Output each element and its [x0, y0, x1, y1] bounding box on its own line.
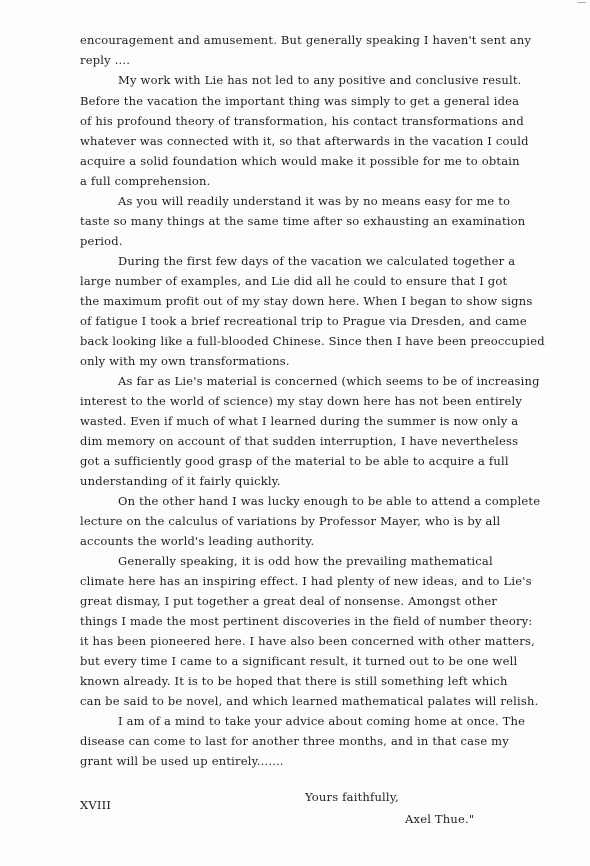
text-line: period.: [80, 234, 123, 248]
text-line: but every time I came to a significant result, it turned out to be one well: [80, 654, 518, 668]
text-line: known already. It is to be hoped that there is still something left which: [80, 674, 508, 688]
text-line: lecture on the calculus of variations by Professor Mayer, who is by all: [80, 514, 501, 528]
text-line: wasted. Even if much of what I learned during the summer is now only a: [80, 414, 519, 428]
closing-salutation: Yours faithfully,: [305, 790, 399, 804]
text-line: the maximum profit out of my stay down here. When I began to show signs: [80, 294, 533, 308]
text-line: a full comprehension.: [80, 174, 211, 188]
text-line: Before the vacation the important thing was simply to get a general idea: [80, 94, 520, 108]
text-line: reply ....: [80, 53, 131, 67]
text-line: great dismay, I put together a great deal of nonsense. Amongst other: [80, 594, 498, 608]
text-line: disease can come to last for another three months, and in that case my: [80, 734, 509, 748]
signature: Axel Thue.": [405, 812, 475, 826]
text-line: things I made the most pertinent discoveries in the field of number theory:: [80, 614, 533, 628]
text-line: taste so many things at the same time after so exhausting an examination: [80, 214, 526, 228]
text-line: it has been pioneered here. I have also been concerned with other matters,: [80, 634, 535, 648]
text-line: dim memory on account of that sudden interruption, I have nevertheless: [80, 434, 519, 448]
text-line: accounts the world's leading authority.: [80, 534, 315, 548]
paragraph-start: During the first few days of the vacation we calculated together a: [118, 254, 516, 268]
text-line: whatever was connected with it, so that afterwards in the vacation I could: [80, 134, 529, 148]
text-line: interest to the world of science) my stay down here has not been entirely: [80, 394, 523, 408]
text-line: encouragement and amusement. But generally speaking I haven't sent any: [80, 33, 532, 47]
paragraph-start: I am of a mind to take your advice about coming home at once. The: [118, 714, 526, 728]
paragraph-start: Generally speaking, it is odd how the prevailing mathematical: [118, 554, 493, 568]
text-line: can be said to be novel, and which learned mathematical palates will relish.: [80, 694, 539, 708]
paragraph-start: As far as Lie's material is concerned (which seems to be of increasing: [118, 374, 540, 388]
text-line: only with my own transformations.: [80, 354, 290, 368]
text-line: got a sufficiently good grasp of the material to be able to acquire a full: [80, 454, 509, 468]
text-line: of his profound theory of transformation, his contact transformations and: [80, 114, 524, 128]
paragraph-start: On the other hand I was lucky enough to be able to attend a complete: [118, 494, 541, 508]
text-line: large number of examples, and Lie did all he could to ensure that I got: [80, 274, 508, 288]
text-line: of fatigue I took a brief recreational trip to Prague via Dresden, and came: [80, 314, 527, 328]
text-line: back looking like a full-blooded Chinese. Since then I have been preoccupied: [80, 334, 545, 348]
corner-mark: [578, 2, 586, 7]
paragraph-start: My work with Lie has not led to any positive and conclusive result.: [118, 73, 522, 87]
text-line: acquire a solid foundation which would make it possible for me to obtain: [80, 154, 520, 168]
text-line: understanding of it fairly quickly.: [80, 474, 281, 488]
paragraph-start: As you will readily understand it was by no means easy for me to: [118, 194, 511, 208]
text-line: climate here has an inspiring effect. I had plenty of new ideas, and to Lie's: [80, 574, 532, 588]
text-line: grant will be used up entirely.......: [80, 754, 284, 768]
page-number: XVIII: [80, 798, 112, 812]
